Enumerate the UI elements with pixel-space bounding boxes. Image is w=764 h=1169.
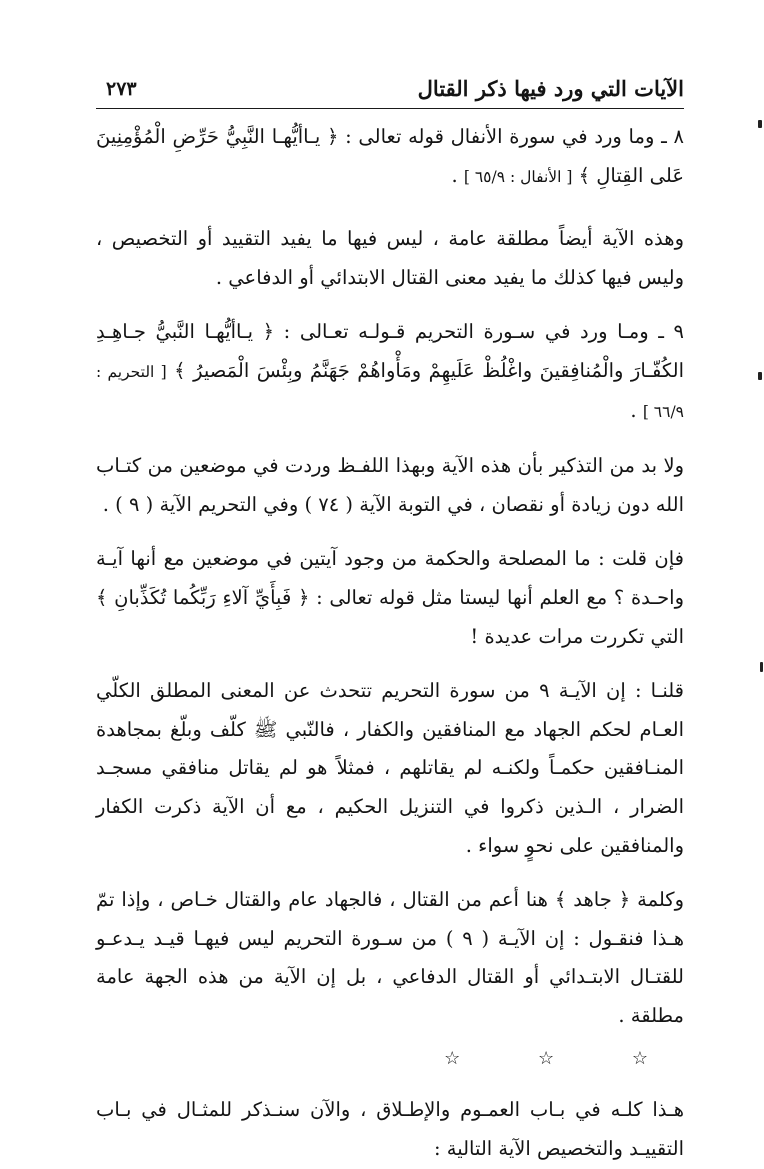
scan-margin-mark [758,372,762,380]
running-header [96,74,684,109]
verse-reference: [ الأنفال : ٦٥/٩ ] [463,167,573,186]
paragraph-question [96,540,684,656]
verse-reference: [ التحريم : ٦٦/٩ ] [96,362,684,421]
paragraph-tahrim-verse [96,313,684,431]
paragraph-text: قلنـا : إن الآيـة ٩ من سورة التحريم تتحدث عن المعنى المطلق الكلّي العـام لحكم الجهاد مع المنافقين والكفار ، فالنّبي ﷺ كلّف وبلّغ بمجاهدة المنـافقين حكمـاً ولكنـه لم يقاتلهم ، فمثلاً هو لم يقاتل منافقي مسجـد الضرار ، الـذين ذكروا في التنزيل الحكيم ، مع أن الآية ذكرت الكفار والمنافقين على نحوٍ سواء . [96,679,684,857]
paragraph-text: وكلمة ﴿ جاهد ﴾ هنا أعم من القتال ، فالجهاد عام والقتال خـاص ، وإذا تمّ هـذا فنقـول : إن الآيـة ( ٩ ) من سـورة التحريم ليس فيهـا قيـد يـدعـو للقتـال الابتـدائي أو القتال الدفاعي ، بل إن الآية من هذه الجهة عامة مطلقة . [96,888,684,1027]
paragraph-anfal-comment [96,220,684,297]
paragraph-closing [96,1091,684,1168]
paragraph-text: وهذه الآية أيضاً مطلقة عامة ، ليس فيها ما يفيد التقييد أو التخصيص ، وليس فيها كذلك ما يفيد معنى القتال الابتدائي أو الدفاعي . [96,227,684,289]
paragraph-text: ٩ ـ ومـا ورد في سـورة التحريم قـولـه تعـالى : ﴿ يـاأيُّهـا النَّبيُّ جـاهِـدِ الكُفّـارَ والْمُنافِقينَ واغْلُظْ عَلَيهِمْ ومَأْواهُمْ جَهَنَّمُ وبِئْسَ الْمَصيرُ ﴾ [96,320,684,382]
running-title: الآيات التي ورد فيها ذكر القتال [417,76,684,101]
scan-margin-mark [760,662,763,672]
paragraph-anfal-verse [96,118,684,196]
paragraph-tail: . [630,398,643,422]
paragraph-text: ٨ ـ وما ورد في سورة الأنفال قوله تعالى : ﴿ يـاأيُّهـا النَّبِيُّ حَرِّضِ الْمُؤْمِنِينَ عَلى القِتالِ ﴾ [96,125,684,187]
paragraph-jihad-word [96,881,684,1035]
paragraph-text: فإن قلت : ما المصلحة والحكمة من وجود آيتين في موضعين مع أنها آيـة واحـدة ؟ مع العلم أنها ليستا مثل قوله تعالى : ﴿ فَبِأَيِّ آلاءِ رَبِّكُما تُكَذِّبانِ ﴾ التي تكررت مرات عديدة ! [96,547,684,648]
paragraph-reminder [96,447,684,524]
page-number: ٢٧٣ [106,78,137,100]
paragraph-text: هـذا كلـه في بـاب العمـوم والإطـلاق ، والآن سنـذكر للمثـال في بـاب التقييـد والتخصيص الآية التالية : [96,1098,684,1161]
section-separator-stars: ☆ ☆ ☆ [444,1048,684,1070]
paragraph-text: ولا بد من التذكير بأن هذه الآية وبهذا اللفـظ وردت في موضعين من كتـاب الله دون زيادة أو نقصان ، في التوبة الآية ( ٧٤ ) وفي التحريم الآية ( ٩ ) . [96,454,684,516]
paragraph-tail: . [451,163,464,187]
scan-margin-mark [758,120,762,128]
page-body [96,118,684,1169]
paragraph-answer [96,672,684,865]
